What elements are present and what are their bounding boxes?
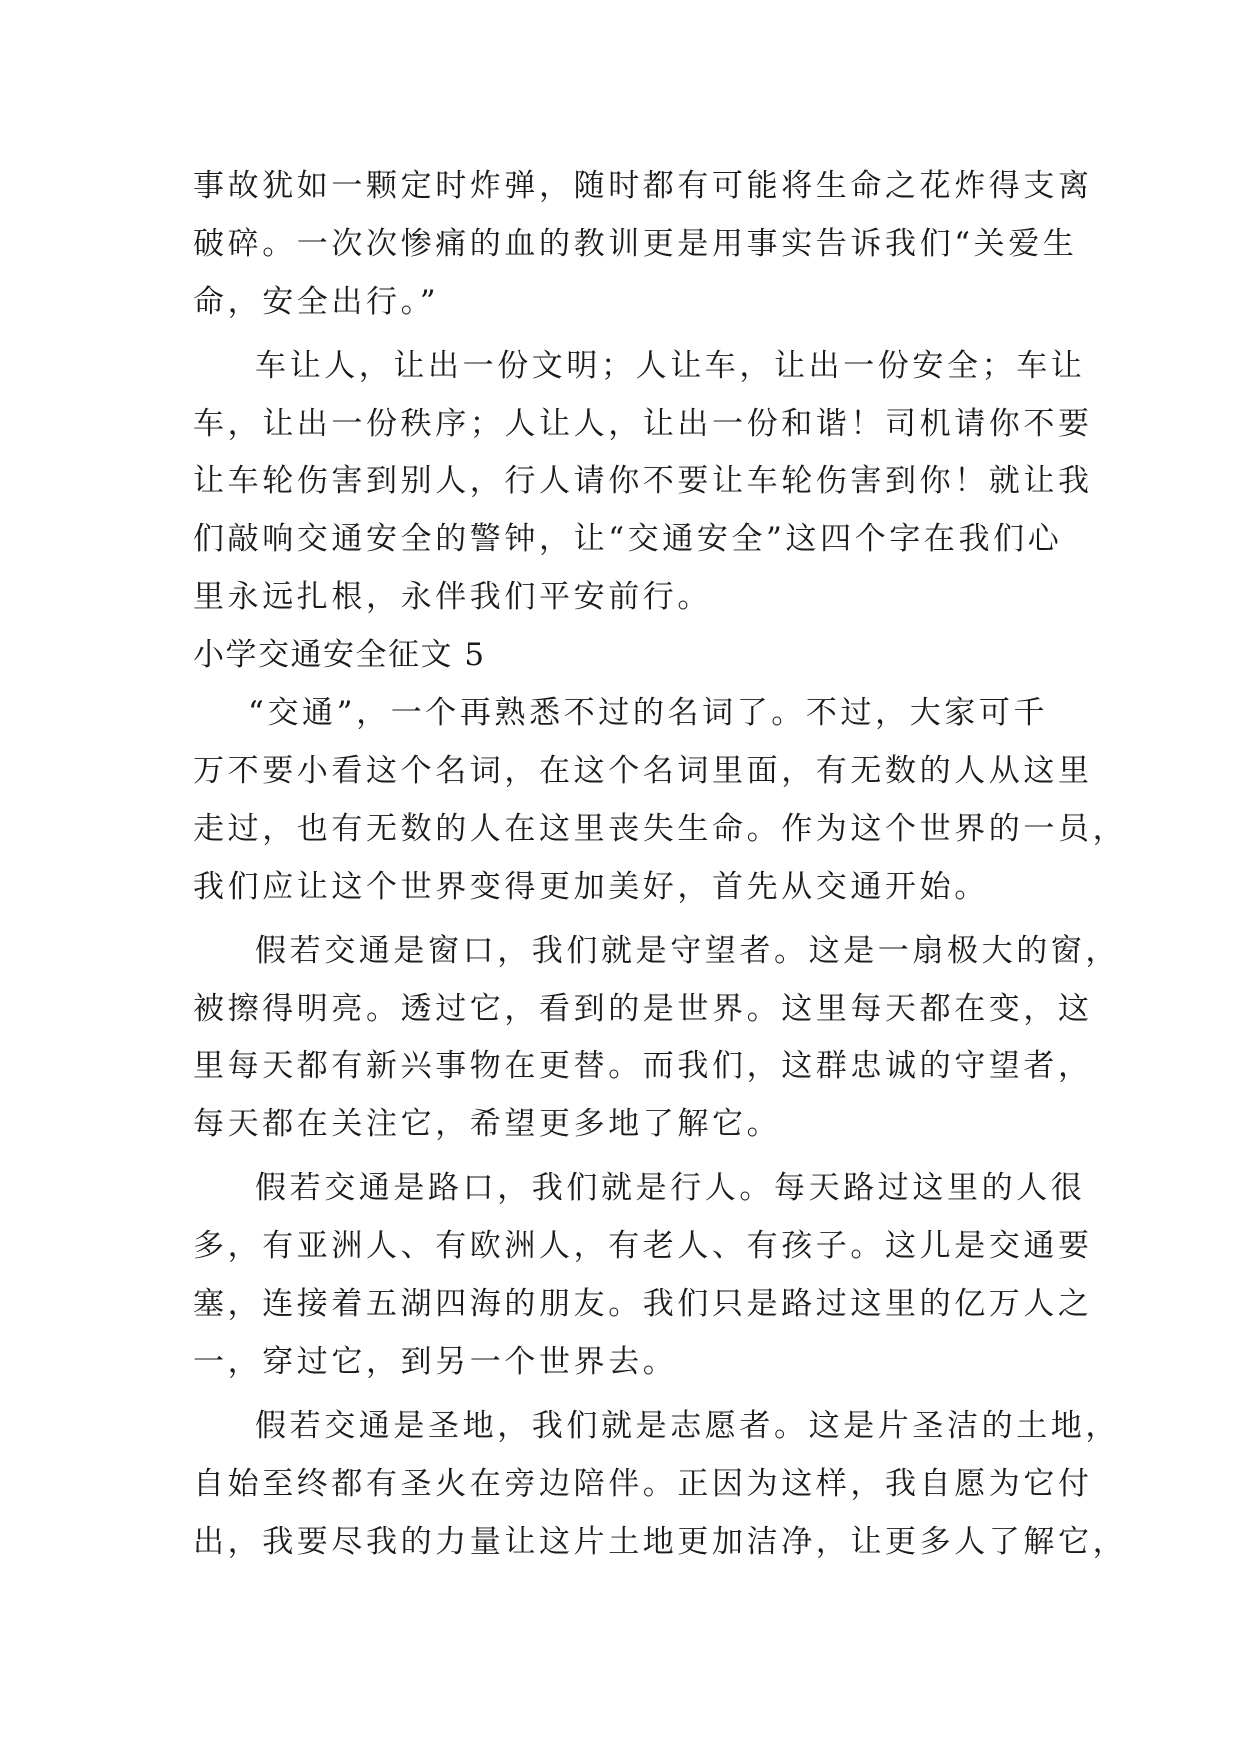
text-line: 出，我要尽我的力量让这片土地更加洁净，让更多人了解它， <box>193 1524 1128 1560</box>
text-line: 假若交通是圣地，我们就是志愿者。这是片圣洁的土地， <box>255 1408 1120 1444</box>
text-line: 多，有亚洲人、有欧洲人，有老人、有孩子。这儿是交通要 <box>193 1228 1093 1264</box>
text-line: 命，安全出行。” <box>193 284 440 320</box>
section-heading: 小学交通安全征文 5 <box>193 637 486 673</box>
text-line: 万不要小看这个名词，在这个名词里面，有无数的人从这里 <box>193 753 1093 789</box>
text-line: 一，穿过它，到另一个世界去。 <box>193 1344 678 1380</box>
text-line: “交通”，一个再熟悉不过的名词了。不过，大家可千 <box>248 695 1049 731</box>
text-line: 我们应让这个世界变得更加美好，首先从交通开始。 <box>193 869 989 905</box>
text-line: 事故犹如一颗定时炸弹，随时都有可能将生命之花炸得支离 <box>193 168 1093 204</box>
text-line: 假若交通是路口，我们就是行人。每天路过这里的人很 <box>255 1170 1086 1206</box>
text-line: 们敲响交通安全的警钟，让“交通安全”这四个字在我们心 <box>193 521 1063 557</box>
text-line: 走过，也有无数的人在这里丧失生命。作为这个世界的一员， <box>193 811 1128 847</box>
text-line: 车，让出一份秩序；人让人，让出一份和谐！司机请你不要 <box>193 406 1093 442</box>
text-line: 里每天都有新兴事物在更替。而我们，这群忠诚的守望者， <box>193 1048 1093 1084</box>
text-line: 被擦得明亮。透过它，看到的是世界。这里每天都在变，这 <box>193 991 1093 1027</box>
text-line: 车让人，让出一份文明；人让车，让出一份安全；车让 <box>255 348 1086 384</box>
text-line: 让车轮伤害到别人，行人请你不要让车轮伤害到你！就让我 <box>193 463 1093 499</box>
text-line: 假若交通是窗口，我们就是守望者。这是一扇极大的窗， <box>255 933 1120 969</box>
text-line: 每天都在关注它，希望更多地了解它。 <box>193 1106 782 1142</box>
text-line: 破碎。一次次惨痛的血的教训更是用事实告诉我们“关爱生 <box>193 226 1078 262</box>
text-line: 自始至终都有圣火在旁边陪伴。正因为这样，我自愿为它付 <box>193 1466 1093 1502</box>
text-line: 里永远扎根，永伴我们平安前行。 <box>193 579 712 615</box>
text-line: 塞，连接着五湖四海的朋友。我们只是路过这里的亿万人之 <box>193 1286 1093 1322</box>
